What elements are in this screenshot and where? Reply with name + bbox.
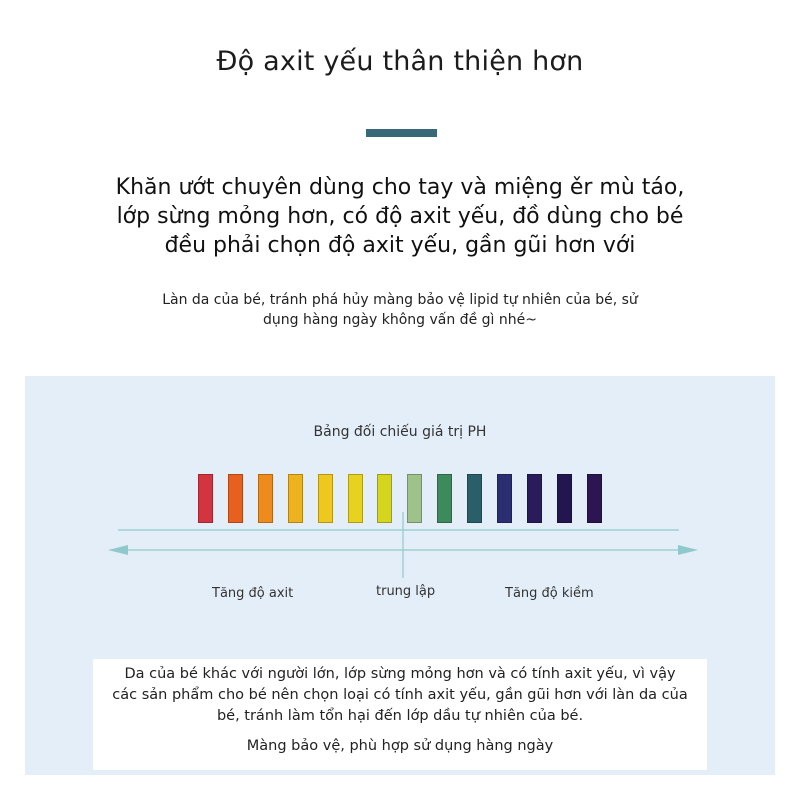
label-neutral: trung lập bbox=[376, 584, 436, 599]
note-footer: Màng bảo vệ, phù hợp sử dụng hàng ngày bbox=[246, 738, 554, 754]
label-acid: Tăng độ axit bbox=[212, 586, 294, 601]
note-line: các sản phẩm cho bé nên chọn loại có tính axit yếu, gần gũi hơn với làn da của bbox=[112, 687, 688, 703]
sub-line: Làn da của bé, tránh phá hủy màng bảo vệ lipid tự nhiên của bé, sử bbox=[162, 292, 638, 308]
sub-line: dụng hàng ngày không vấn đề gì nhé~ bbox=[263, 312, 537, 328]
ph-axis-right-arrow bbox=[678, 545, 698, 555]
lead-line: Khăn ướt chuyên dùng cho tay và miệng ěr mù táo, bbox=[115, 175, 685, 200]
note-line: bé, tránh làm tổn hại đến lớp dầu tự nhiên của bé. bbox=[216, 708, 584, 724]
lead-line: đều phải chọn độ axit yếu, gần gũi hơn với bbox=[164, 233, 636, 258]
label-alkaline: Tăng độ kiềm bbox=[505, 586, 594, 601]
ph-chart-title: Bảng đối chiếu giá trị PH bbox=[313, 424, 487, 440]
note-text bbox=[93, 664, 707, 727]
page-title: Độ axit yếu thân thiện hơn bbox=[216, 46, 584, 77]
ph-axis-left-arrow bbox=[108, 545, 128, 555]
lead-line: lớp sừng mỏng hơn, có độ axit yếu, đồ dùng cho bé bbox=[116, 204, 684, 229]
note-line: Da của bé khác với người lớn, lớp sừng mỏng hơn và có tính axit yếu, vì vậy bbox=[124, 666, 676, 682]
